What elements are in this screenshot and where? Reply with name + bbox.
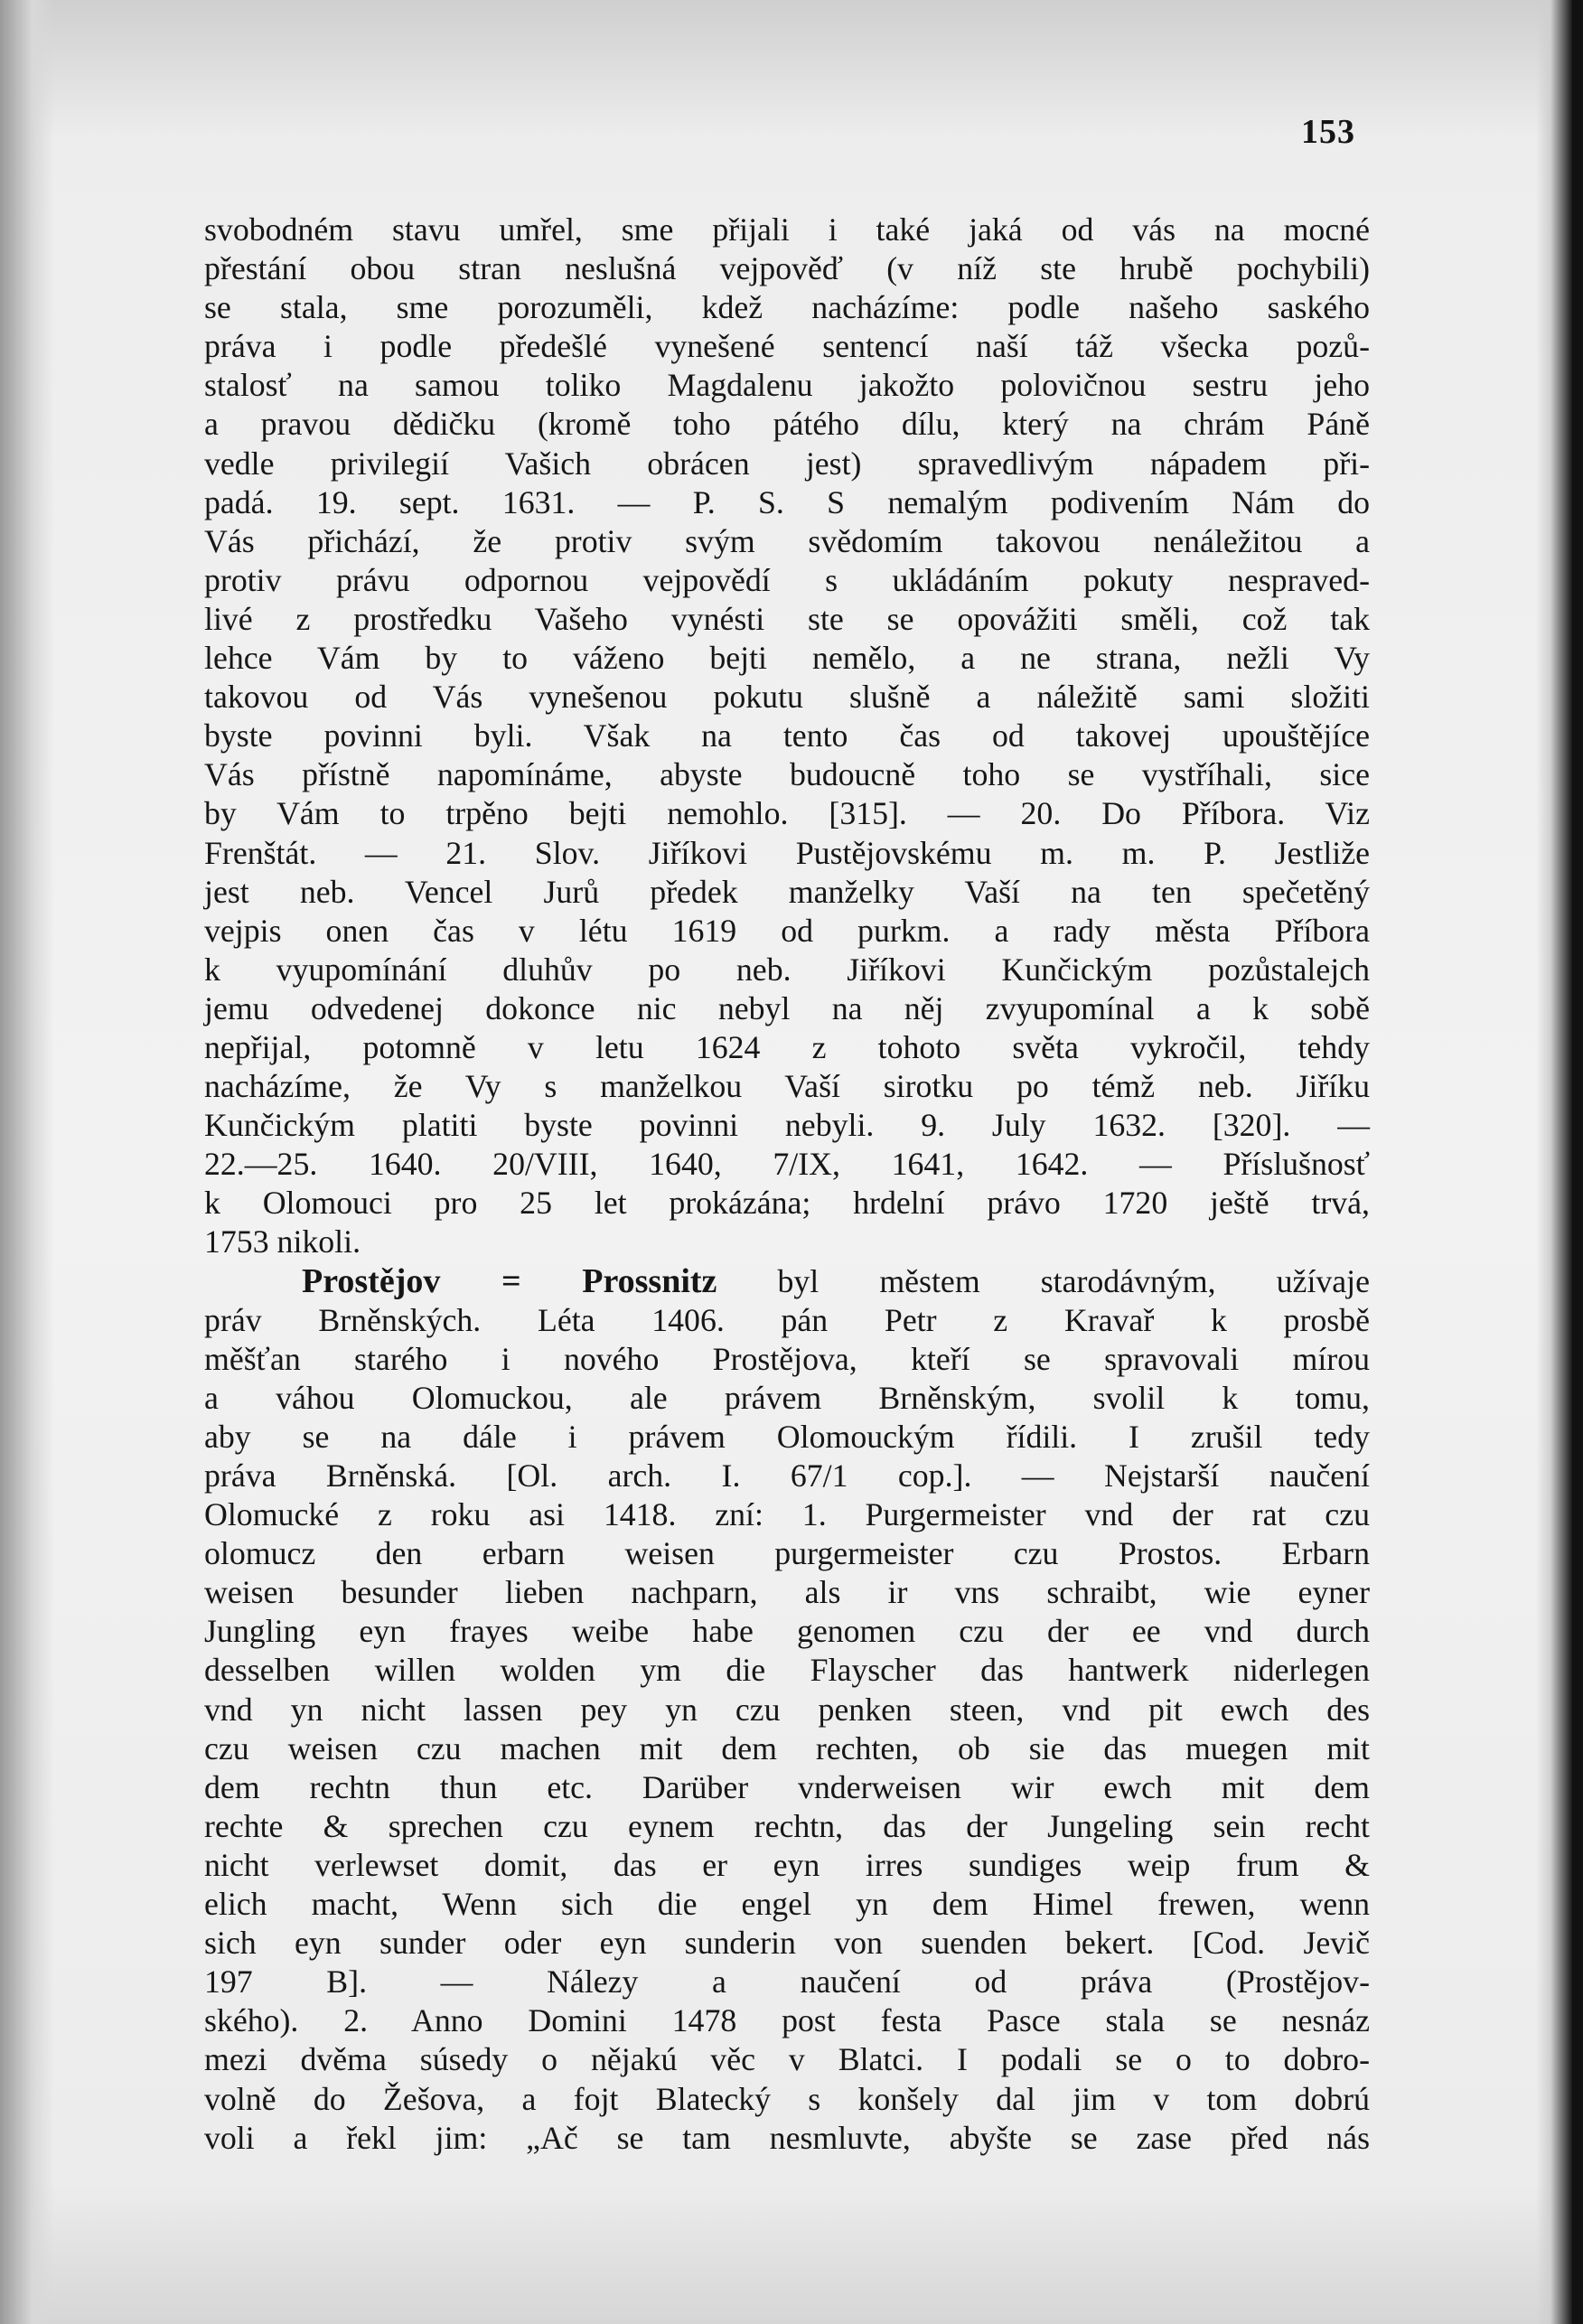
body-text bbox=[204, 211, 1370, 2158]
text-line: volně do Žešova, a fojt Blatecký s konšely dal jim v tom dobrú bbox=[204, 2080, 1370, 2117]
text-line: jemu odvedenej dokonce nic nebyl na něj zvyupomínal a k sobě bbox=[204, 989, 1370, 1026]
text-line: czu weisen czu machen mit dem rechten, ob sie das muegen mit bbox=[204, 1729, 1370, 1766]
text-line: Jungling eyn frayes weibe habe genomen czu der ee vnd durch bbox=[204, 1613, 1370, 1650]
text-block-2 bbox=[204, 1301, 1370, 2158]
text-line: ského). 2. Anno Domini 1478 post festa Pasce stala se nesnáz bbox=[204, 2002, 1370, 2039]
text-line: přestání obou stran neslušná vejpověď (v níž ste hrubě pochybili) bbox=[204, 250, 1370, 287]
text-line: práva Brněnská. [Ol. arch. I. 67/1 cop.]. — Nejstarší naučení bbox=[204, 1457, 1370, 1494]
text-line: Frenštát. — 21. Slov. Jiříkovi Pustějovskému m. m. P. Jestliže bbox=[204, 834, 1370, 871]
entry-first-line bbox=[204, 1262, 1370, 1301]
text-line: Olomucké z roku asi 1418. zní: 1. Purgermeister vnd der rat czu bbox=[204, 1496, 1370, 1533]
text-line: byste povinni byli. Však na tento čas od takovej upouštějíce bbox=[204, 717, 1370, 754]
text-line: livé z prostředku Vašeho vynésti ste se opovážiti směli, což tak bbox=[204, 600, 1370, 637]
text-line: weisen besunder lieben nachparn, als ir vns schraibt, wie eyner bbox=[204, 1574, 1370, 1611]
text-line: aby se na dále i právem Olomouckým řídili. I zrušil tedy bbox=[204, 1418, 1370, 1455]
text-line: práv Brněnských. Léta 1406. pán Petr z Kravař k prosbě bbox=[204, 1301, 1370, 1338]
text-line: 22.—25. 1640. 20/VIII, 1640, 7/IX, 1641, 1642. — Příslušnosť bbox=[204, 1146, 1370, 1183]
text-line: rechte & sprechen czu eynem rechtn, das der Jungeling sein recht bbox=[204, 1807, 1370, 1844]
text-line: svobodném stavu umřel, sme přijali i také jaká od vás na mocné bbox=[204, 211, 1370, 248]
text-line: 197 B]. — Nálezy a naučení od práva (Prostějov- bbox=[204, 1963, 1370, 2001]
text-line: mezi dvěma súsedy o nějakú věc v Blatci. I podali se o to dobro- bbox=[204, 2041, 1370, 2078]
text-line: protiv právu odpornou vejpovědí s ukládáním pokuty nespraved- bbox=[204, 561, 1370, 598]
text-line: vejpis onen čas v létu 1619 od purkm. a rady města Příbora bbox=[204, 912, 1370, 949]
text-line: Vás přístně napomínáme, abyste budoucně toho se vystříhali, sice bbox=[204, 756, 1370, 793]
text-line: práva i podle předešlé vynešené sentencí naší táž všecka pozů- bbox=[204, 328, 1370, 365]
text-line: by Vám to trpěno bejti nemohlo. [315]. — 20. Do Příbora. Viz bbox=[204, 795, 1370, 832]
text-line: desselben willen wolden ym die Flayscher das hantwerk niderlegen bbox=[204, 1652, 1370, 1689]
text-line: Kunčickým platiti byste povinni nebyli. 9. July 1632. [320]. — bbox=[204, 1107, 1370, 1144]
text-line: a pravou dědičku (kromě toho pátého dílu, který na chrám Páně bbox=[204, 406, 1370, 443]
text-line: nepřijal, potomně v letu 1624 z tohoto světa vykročil, tehdy bbox=[204, 1028, 1370, 1065]
text-line: nacházíme, že Vy s manželkou Vaší sirotku po témž neb. Jiříku bbox=[204, 1068, 1370, 1105]
text-line: sich eyn sunder oder eyn sunderin von suenden bekert. [Cod. Jevič bbox=[204, 1925, 1370, 1962]
text-line: a váhou Olomuckou, ale právem Brněnským, svolil k tomu, bbox=[204, 1379, 1370, 1416]
text-line: nicht verlewset domit, das er eyn irres sundiges weip frum & bbox=[204, 1846, 1370, 1883]
text-line: takovou od Vás vynešenou pokutu slušně a náležitě sami složiti bbox=[204, 679, 1370, 716]
page-number: 153 bbox=[1301, 113, 1355, 151]
text-line: k vyupomínání dluhův po neb. Jiříkovi Kunčickým pozůstalejch bbox=[204, 951, 1370, 988]
text-line: vnd yn nicht lassen pey yn czu penken steen, vnd pit ewch des bbox=[204, 1691, 1370, 1728]
text-line: měšťan starého i nového Prostějova, kteří se spravovali mírou bbox=[204, 1340, 1370, 1377]
text-block-1 bbox=[204, 211, 1370, 1262]
text-line: jest neb. Vencel Jurů předek manželky Vaší na ten spečetěný bbox=[204, 873, 1370, 910]
text-line: stalosť na samou toliko Magdalenu jakožto polovičnou sestru jeho bbox=[204, 367, 1370, 404]
text-line: 1753 nikoli. bbox=[204, 1223, 361, 1260]
text-line: Vás přichází, že protiv svým svědomím takovou nenáležitou a bbox=[204, 522, 1370, 559]
text-line: padá. 19. sept. 1631. — P. S. S nemalým podivením Nám do bbox=[204, 483, 1370, 520]
text-line: lehce Vám by to váženo bejti nemělo, a ne strana, nežli Vy bbox=[204, 640, 1370, 677]
text-line: dem rechtn thun etc. Darüber vnderweisen wir ewch mit dem bbox=[204, 1768, 1370, 1805]
text-line: elich macht, Wenn sich die engel yn dem Himel frewen, wenn bbox=[204, 1886, 1370, 1923]
text-line: se stala, sme porozuměli, kdež nacházíme: podle našeho saského bbox=[204, 289, 1370, 326]
entry-heading: Prostějov = Prossnitz bbox=[302, 1261, 717, 1300]
entry-first-line-text: byl městem starodávným, užívaje bbox=[717, 1262, 1371, 1299]
text-line: k Olomouci pro 25 let prokázána; hrdelní právo 1720 ještě trvá, bbox=[204, 1185, 1370, 1222]
text-line: voli a řekl jim: „Ač se tam nesmluvte, abyšte se zase před nás bbox=[204, 2119, 1370, 2156]
text-line: olomucz den erbarn weisen purgermeister czu Prostos. Erbarn bbox=[204, 1535, 1370, 1572]
text-line: vedle privilegií Vašich obrácen jest) spravedlivým nápadem při- bbox=[204, 445, 1370, 482]
